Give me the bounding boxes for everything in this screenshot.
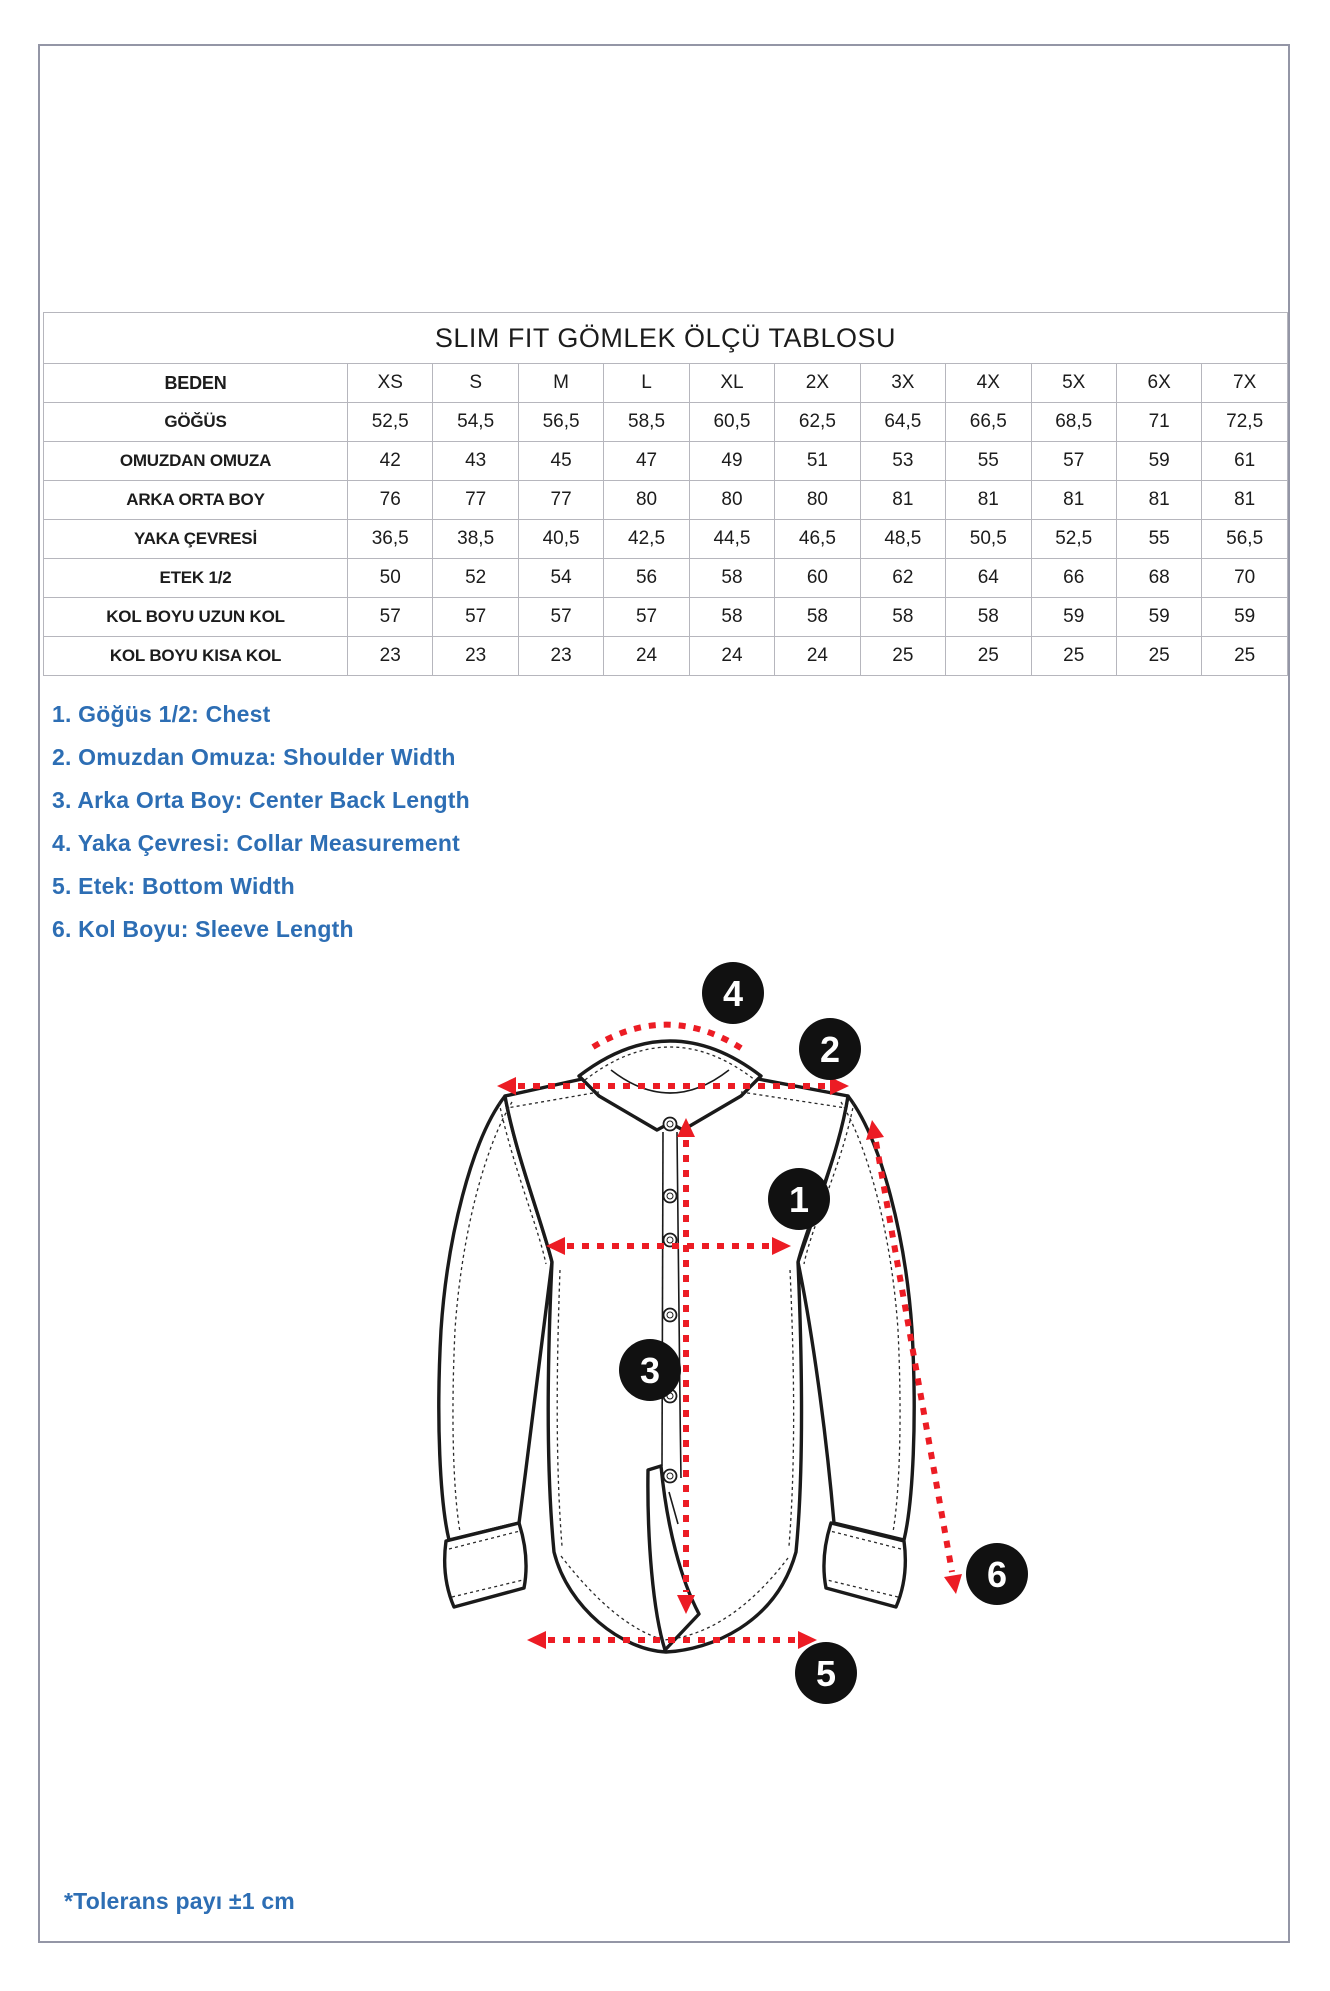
row-label: ETEK 1/2 [44,559,348,598]
size-column-header: XS [348,364,433,403]
legend-item: 6. Kol Boyu: Sleeve Length [52,916,354,942]
size-value-cell: 80 [604,481,689,520]
size-value-cell: 25 [1116,637,1201,676]
marker-3 [619,1339,681,1401]
size-value-cell: 25 [1031,637,1116,676]
size-value-cell: 23 [348,637,433,676]
size-column-header: 6X [1116,364,1201,403]
size-table [43,312,1288,676]
size-value-cell: 57 [433,598,518,637]
marker-5-label: 5 [815,1653,837,1694]
size-value-cell: 60 [775,559,860,598]
size-value-cell: 25 [946,637,1031,676]
size-value-cell: 52 [433,559,518,598]
size-value-cell: 59 [1202,598,1288,637]
marker-3-label: 3 [639,1350,661,1391]
size-value-cell: 77 [518,481,603,520]
size-value-cell: 36,5 [348,520,433,559]
size-value-cell: 52,5 [348,403,433,442]
size-value-cell: 77 [433,481,518,520]
row-label: ARKA ORTA BOY [44,481,348,520]
size-value-cell: 57 [604,598,689,637]
legend-item: 4. Yaka Çevresi: Collar Measurement [52,830,461,856]
size-value-cell: 56,5 [1202,520,1288,559]
size-value-cell: 58 [775,598,860,637]
marker-4 [702,962,764,1024]
size-value-cell: 54 [518,559,603,598]
size-column-header: 4X [946,364,1031,403]
size-value-cell: 50,5 [946,520,1031,559]
size-value-cell: 23 [433,637,518,676]
legend-item: 2. Omuzdan Omuza: Shoulder Width [52,744,456,770]
size-value-cell: 47 [604,442,689,481]
size-value-cell: 57 [1031,442,1116,481]
size-value-cell: 48,5 [860,520,945,559]
size-value-cell: 70 [1202,559,1288,598]
size-value-cell: 50 [348,559,433,598]
table-row [44,403,1288,442]
tolerance-note: *Tolerans payı ±1 cm [64,1888,295,1914]
size-value-cell: 44,5 [689,520,774,559]
size-value-cell: 81 [1031,481,1116,520]
shirt-diagram [400,940,1060,1730]
size-value-cell: 57 [348,598,433,637]
size-value-cell: 81 [1202,481,1288,520]
size-value-cell: 61 [1202,442,1288,481]
size-value-cell: 64,5 [860,403,945,442]
table-row [44,637,1288,676]
size-value-cell: 58 [689,559,774,598]
size-value-cell: 58,5 [604,403,689,442]
table-title: SLIM FIT GÖMLEK ÖLÇÜ TABLOSU [44,313,1288,364]
marker-2 [799,1018,861,1080]
size-value-cell: 80 [689,481,774,520]
marker-6 [966,1543,1028,1605]
placket-left-edge [662,1132,663,1466]
table-row [44,442,1288,481]
size-value-cell: 45 [518,442,603,481]
table-row [44,598,1288,637]
size-value-cell: 80 [775,481,860,520]
measurement-legend [52,693,470,951]
row-label: KOL BOYU KISA KOL [44,637,348,676]
size-value-cell: 60,5 [689,403,774,442]
size-value-cell: 76 [348,481,433,520]
size-value-cell: 59 [1031,598,1116,637]
row-label: KOL BOYU UZUN KOL [44,598,348,637]
size-value-cell: 55 [1116,520,1201,559]
size-value-cell: 68,5 [1031,403,1116,442]
size-value-cell: 46,5 [775,520,860,559]
table-title-row [44,313,1288,364]
size-value-cell: 62 [860,559,945,598]
legend-item: 3. Arka Orta Boy: Center Back Length [52,787,470,813]
size-value-cell: 66,5 [946,403,1031,442]
size-value-cell: 53 [860,442,945,481]
size-value-cell: 56,5 [518,403,603,442]
size-value-cell: 58 [946,598,1031,637]
legend-item: 5. Etek: Bottom Width [52,873,295,899]
size-value-cell: 71 [1116,403,1201,442]
size-column-header: M [518,364,603,403]
size-column-header: L [604,364,689,403]
marker-1-label: 1 [788,1179,810,1220]
size-value-cell: 40,5 [518,520,603,559]
size-value-cell: 64 [946,559,1031,598]
size-value-cell: 49 [689,442,774,481]
size-column-header: XL [689,364,774,403]
size-value-cell: 81 [860,481,945,520]
table-header-row [44,364,1288,403]
size-column-header: 3X [860,364,945,403]
size-value-cell: 23 [518,637,603,676]
size-value-cell: 38,5 [433,520,518,559]
size-value-cell: 57 [518,598,603,637]
size-table-body [44,313,1288,676]
marker-5 [795,1642,857,1704]
size-column-header: S [433,364,518,403]
size-value-cell: 42 [348,442,433,481]
size-value-cell: 51 [775,442,860,481]
size-column-header: 7X [1202,364,1288,403]
size-value-cell: 52,5 [1031,520,1116,559]
size-value-cell: 42,5 [604,520,689,559]
marker-2-label: 2 [819,1029,841,1070]
size-value-cell: 81 [1116,481,1201,520]
size-header-label: BEDEN [44,364,348,403]
marker-6-label: 6 [986,1554,1008,1595]
size-value-cell: 24 [604,637,689,676]
size-value-cell: 54,5 [433,403,518,442]
size-value-cell: 68 [1116,559,1201,598]
size-value-cell: 24 [775,637,860,676]
table-row [44,520,1288,559]
row-label: OMUZDAN OMUZA [44,442,348,481]
table-row [44,481,1288,520]
size-column-header: 5X [1031,364,1116,403]
legend-item: 1. Göğüs 1/2: Chest [52,701,271,727]
size-value-cell: 62,5 [775,403,860,442]
marker-1 [768,1168,830,1230]
size-value-cell: 56 [604,559,689,598]
size-value-cell: 55 [946,442,1031,481]
size-value-cell: 81 [946,481,1031,520]
size-value-cell: 59 [1116,598,1201,637]
size-value-cell: 66 [1031,559,1116,598]
size-value-cell: 59 [1116,442,1201,481]
marker-4-label: 4 [722,973,744,1014]
size-column-header: 2X [775,364,860,403]
row-label: YAKA ÇEVRESİ [44,520,348,559]
size-value-cell: 24 [689,637,774,676]
size-value-cell: 58 [860,598,945,637]
row-label: GÖĞÜS [44,403,348,442]
table-row [44,559,1288,598]
size-value-cell: 43 [433,442,518,481]
size-value-cell: 58 [689,598,774,637]
size-value-cell: 25 [860,637,945,676]
size-value-cell: 72,5 [1202,403,1288,442]
size-value-cell: 25 [1202,637,1288,676]
